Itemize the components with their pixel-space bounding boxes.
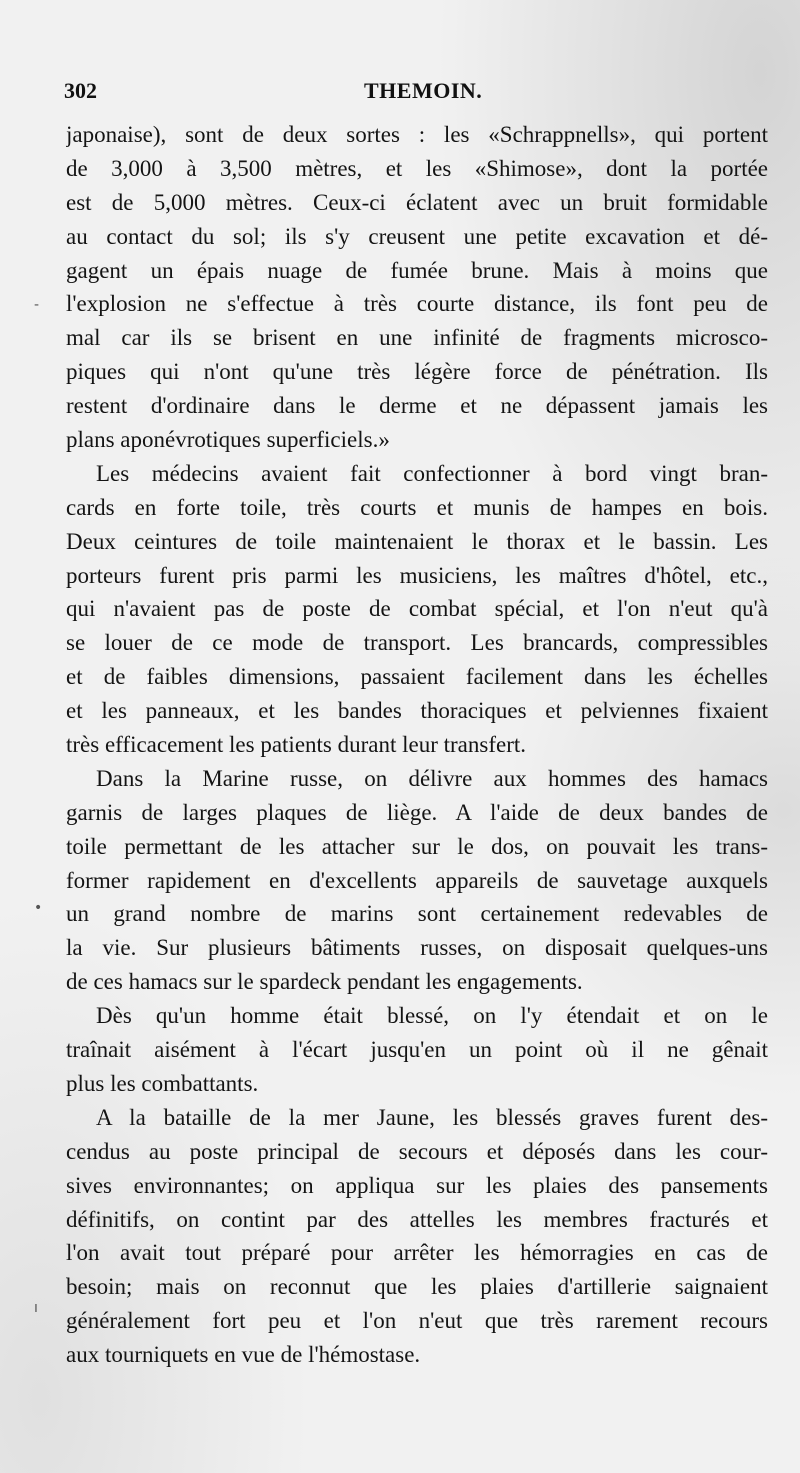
text-line: la vie. Sur plusieurs bâtiments russes, on disposait quelques-uns: [66, 935, 768, 961]
text-line: de ces hamacs sur le spardeck pendant les engagements.: [66, 969, 583, 995]
text-line: et de faibles dimensions, passaient facilement dans les échelles: [66, 664, 768, 690]
text-line: restent d'ordinaire dans le derme et ne dépassent jamais les: [66, 393, 768, 419]
text-line: Deux ceintures de toile maintenaient le thorax et le bassin. Les: [66, 528, 768, 554]
text-line: A la bataille de la mer Jaune, les blessés graves furent des-: [96, 1104, 768, 1130]
text-line: généralement fort peu et l'on n'eut que très rarement recours: [66, 1308, 768, 1334]
text-line: Dans la Marine russe, on délivre aux hommes des hamacs: [96, 765, 768, 791]
text-line: traînait aisément à l'écart jusqu'en un point où il ne gênait: [66, 1037, 768, 1063]
page-header: [64, 78, 764, 108]
text-line: cards en forte toile, très courts et munis de hampes en bois.: [66, 494, 768, 520]
text-line: qui n'avaient pas de poste de combat spécial, et l'on n'eut qu'à: [66, 596, 768, 622]
margin-dash-mark: -: [34, 297, 40, 313]
text-line: garnis de larges plaques de liège. A l'aide de deux bandes de: [66, 799, 768, 825]
text-line: piques qui n'ont qu'une très légère force de pénétration. Ils: [66, 359, 768, 385]
running-title: THEMOIN.: [364, 78, 483, 103]
text-line: est de 5,000 mètres. Ceux-ci éclatent avec un bruit formidable: [66, 189, 768, 215]
text-line: former rapidement en d'excellents appareils de sauvetage auxquels: [66, 867, 768, 893]
text-line: aux tourniquets en vue de l'hémostase.: [66, 1342, 421, 1368]
text-line: de 3,000 à 3,500 mètres, et les «Shimose», dont la portée: [66, 155, 768, 181]
text-line: gagent un épais nuage de fumée brune. Mais à moins que: [66, 257, 768, 283]
text-line: plans aponévrotiques superficiels.»: [66, 427, 390, 453]
text-line: au contact du sol; ils s'y creusent une petite excavation et dé-: [66, 223, 768, 249]
body-text: [66, 118, 768, 1372]
text-line: sives environnantes; on appliqua sur les plaies des pansements: [66, 1172, 768, 1198]
text-line: cendus au poste principal de secours et déposés dans les cour-: [66, 1138, 768, 1164]
page-number: 302: [64, 78, 97, 103]
text-line: besoin; mais on reconnut que les plaies d'artillerie saignaient: [66, 1274, 768, 1300]
text-line: définitifs, on contint par des attelles les membres fracturés et: [66, 1206, 768, 1232]
text-line: porteurs furent pris parmi les musiciens, les maîtres d'hôtel, etc.,: [66, 562, 768, 588]
text-line: se louer de ce mode de transport. Les brancards, compressibles: [66, 630, 768, 656]
text-line: l'on avait tout préparé pour arrêter les hémorragies en cas de: [66, 1240, 768, 1266]
text-line: mal car ils se brisent en une infinité de fragments microsco-: [66, 325, 768, 351]
margin-dot-mark: •: [34, 900, 43, 916]
text-line: Dès qu'un homme était blessé, on l'y étendait et on le: [96, 1003, 768, 1029]
text-line: japonaise), sont de deux sortes : les «Schrappnells», qui portent: [66, 122, 768, 147]
text-line: toile permettant de les attacher sur le dos, on pouvait les trans-: [66, 833, 768, 859]
margin-tick-mark: ı: [34, 1300, 38, 1316]
text-line: l'explosion ne s'effectue à très courte distance, ils font peu de: [66, 291, 768, 317]
text-line: Les médecins avaient fait confectionner à bord vingt bran-: [96, 460, 768, 486]
text-line: très efficacement les patients durant leur transfert.: [66, 732, 527, 758]
text-line: plus les combattants.: [66, 1070, 259, 1096]
text-line: un grand nombre de marins sont certainement redevables de: [66, 901, 768, 927]
text-line: et les panneaux, et les bandes thoraciques et pelviennes fixaient: [66, 698, 768, 724]
